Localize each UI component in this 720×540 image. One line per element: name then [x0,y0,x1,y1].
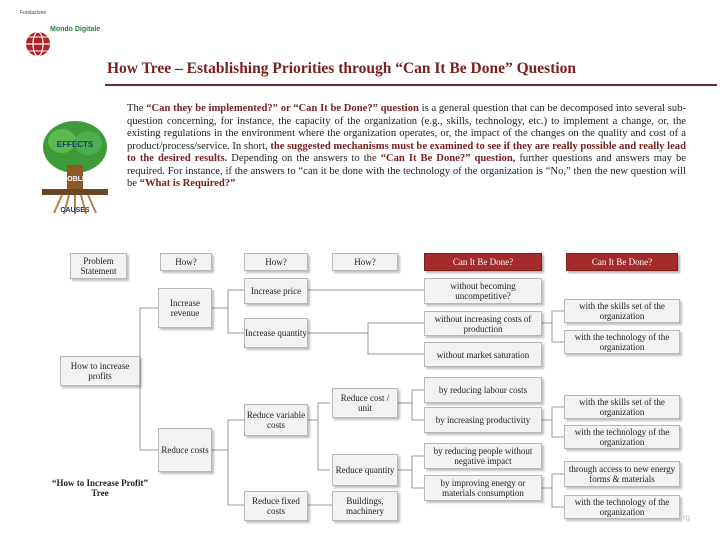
diagram-caption: “How to Increase Profit” Tree [52,478,148,498]
node-reduce-fixed-costs: Reduce fixed costs [244,491,308,521]
node-reduce-costs: Reduce costs [158,428,212,472]
root-how-to-increase-profits: How to increase profits [60,356,140,386]
node-technology-3: with the technology of the organization [564,495,680,519]
node-without-market-saturation: without market saturation [424,342,542,367]
node-increasing-productivity: by increasing productivity [424,407,542,433]
header-can-it-be-done-1: Can It Be Done? [424,253,542,271]
header-can-it-be-done-2: Can It Be Done? [566,253,678,271]
header-how-2: How? [244,253,308,271]
node-increase-revenue: Increase revenue [158,288,212,328]
node-reduce-variable-costs: Reduce variable costs [244,404,308,436]
causes-label: CAUSES [60,207,90,214]
header-how-1: How? [160,253,212,271]
node-without-increasing-costs: without increasing costs of production [424,311,542,336]
node-skills-set-1: with the skills set of the organization [564,299,680,323]
node-technology-1: with the technology of the organization [564,330,680,354]
node-reduce-quantity: Reduce quantity [332,454,398,486]
problem-label: PROBLEM [57,176,93,183]
node-reducing-people: by reducing people without negative impact [424,443,542,469]
node-buildings-machinery: Buildings, machinery [332,491,398,521]
page-title: How Tree – Establishing Priorities through “Can It Be Done” Question [107,60,577,77]
header-how-3: How? [332,253,398,271]
node-increase-price: Increase price [244,278,308,304]
node-technology-2: with the technology of the organization [564,425,680,449]
logo-name: Mondo Digitale [50,26,101,33]
node-skills-set-2: with the skills set of the organization [564,395,680,419]
logo-small-text: Fondazione [20,10,47,16]
footer-fragment: rg [683,513,691,522]
node-improving-energy: by improving energy or materials consumption [424,475,542,501]
node-reducing-labour-costs: by reducing labour costs [424,377,542,403]
header-problem-statement: Problem Statement [70,253,127,279]
node-without-uncompetitive: without becoming uncompetitive? [424,278,542,304]
node-increase-quantity: Increase quantity [244,318,308,348]
node-new-energy-forms: through access to new energy forms & materials [564,461,680,487]
intro-paragraph: The “Can they be implemented?” or “Can It be Done?” question is a general question that can be decomposed into several sub-question concerning, for instance, the capacity of the organization (e.g., skills, technology, etc.) to implement a change, or, the existing regulations in the environment where the organization operates, or, the impact of the changes on the quality and cost of a product/process/service. In short, the suggested mechanisms must be examined to see if they are really possible and really lead to the desired results. Depending on the answers to the “Can It Be Done?” question, further questions and answers may be required. For instance, if the answers to “can it be done with the technology of the organization is “No,” then the new question will be “What is Required?” [127,103,687,189]
node-reduce-cost-unit: Reduce cost / unit [332,388,398,418]
effects-label: EFFECTS [56,140,94,149]
